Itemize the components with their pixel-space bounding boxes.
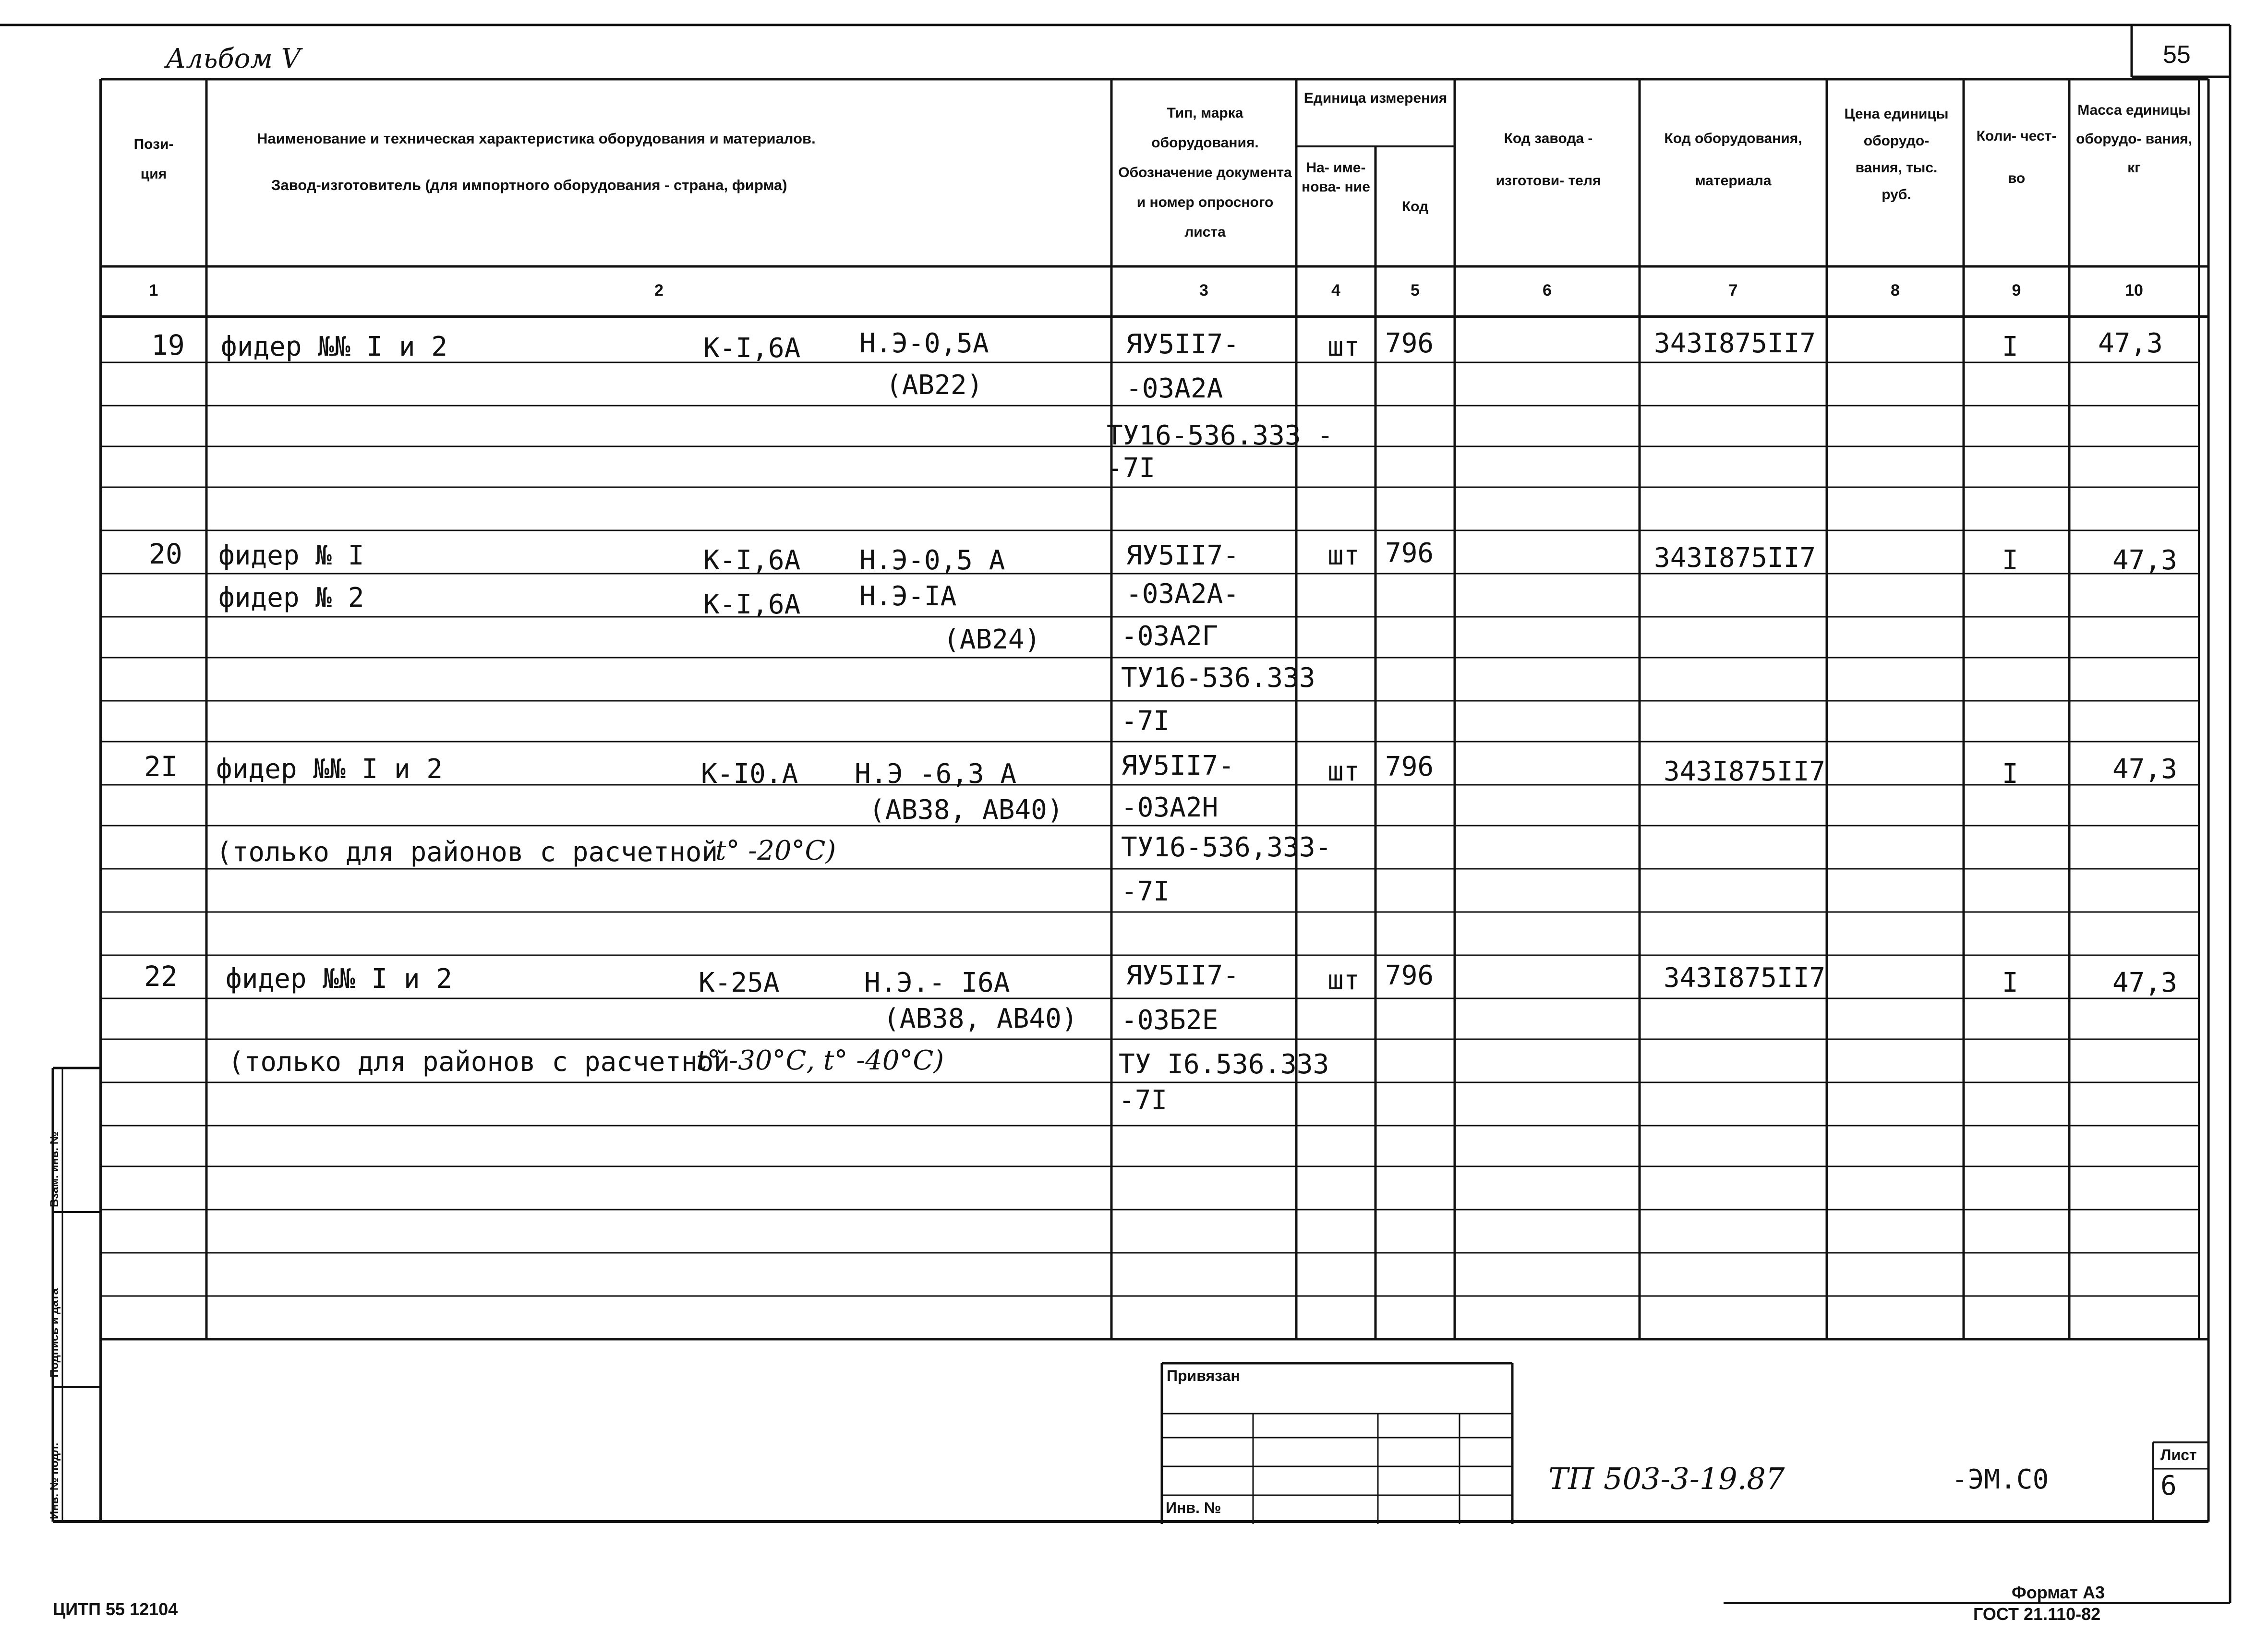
row-20-rating-1: К-I,6А [703,545,801,576]
row-20-name-2: фидер № 2 [218,582,364,613]
header-unit-code: Код [1401,199,1429,215]
page-number: 55 [2163,41,2191,69]
row-20-mass: 47,3 [2112,545,2177,576]
stamp-attached: Привязан [1167,1367,1240,1384]
header-unit-group: Единица измерения [1303,90,1448,106]
header-type: Тип, марка оборудования. Обозначение документа и номер опросного листа [1118,105,1292,240]
col-number-4: 4 [1331,281,1340,300]
row-19-equip-code: 343I875II7 [1654,328,1816,359]
header-unit-name: На- име- нова- ние [1302,160,1370,195]
row-20-type-5: -7I [1121,706,1170,737]
row-22-type-1: ЯУ5II7- [1126,960,1240,991]
row-21-type-1: ЯУ5II7- [1121,750,1235,781]
col-number-5: 5 [1411,281,1420,300]
row-19-unit: шт [1327,331,1360,362]
row-22-release: Н.Э.- I6А [864,967,1010,998]
sheet-number: 6 [2160,1470,2177,1501]
row-19-qty: I [2002,331,2018,362]
row-21-qty: I [2002,758,2018,790]
row-21-release: Н.Э -6,3 А [855,758,1017,790]
header-position: Пози- ция [133,136,174,182]
row-20-type-1: ЯУ5II7- [1126,540,1240,571]
footer-registration: ЦИТП 55 12104 [53,1599,178,1619]
row-20-type-3: -03А2Г [1121,621,1218,652]
row-20-rating-2: К-I,6А [703,589,801,620]
header-equip-code: Код оборудования, материала [1664,131,1802,189]
stamp-inventory: Инв. № [1166,1499,1221,1516]
row-21-equip-code: 343I875II7 [1664,756,1826,787]
row-19-mass: 47,3 [2098,328,2163,359]
row-22-equip-code: 343I875II7 [1664,962,1826,994]
row-22-temperature: t° -30°С, t° -40°С) [696,1045,944,1076]
row-22-name: фидер №№ I и 2 [226,963,453,995]
col-number-2: 2 [654,281,664,300]
row-19-type-2: -03А2А [1126,373,1223,404]
row-21-unit-code: 796 [1385,751,1434,782]
row-21-mass: 47,3 [2112,754,2177,785]
row-19-rating: К-I,6А [703,333,801,364]
row-20-unit: шт [1327,540,1360,571]
row-22-breaker: (АВ38, АВ40) [883,1003,1078,1034]
row-20-type-4: ТУ16-536.333 [1121,662,1315,694]
row-19-type-4: -7I [1107,453,1156,484]
row-22-unit: шт [1327,965,1360,996]
col-number-1: 1 [149,281,158,300]
row-19-type-3: ТУ16-536.333 - [1107,420,1334,451]
row-19-position: 19 [151,329,185,361]
row-22-mass: 47,3 [2112,967,2177,998]
row-19-breaker: (АВ22) [886,370,983,401]
row-22-unit-code: 796 [1385,960,1434,991]
row-20-name-1: фидер № I [218,540,364,571]
document-suffix: -ЭМ.С0 [1952,1464,2049,1495]
row-20-release-1: Н.Э-0,5 А [859,545,1005,576]
row-20-equip-code: 343I875II7 [1654,542,1816,574]
side-label-original: Инв. № подл. [48,1442,61,1519]
row-20-type-2: -03А2А- [1126,578,1240,610]
row-22-qty: I [2002,967,2018,998]
row-20-unit-code: 796 [1385,538,1434,569]
row-22-type-3: ТУ I6.536.333 [1119,1049,1329,1080]
row-21-type-4: -7I [1121,876,1170,907]
header-maker-code: Код завода - изготови- теля [1496,131,1601,189]
row-22-type-2: -03Б2Е [1121,1005,1218,1036]
row-21-unit: шт [1327,756,1360,787]
row-21-breaker: (АВ38, АВ40) [869,794,1063,826]
row-21-rating: К-I0.А [701,758,798,790]
document-code: ТП 503-3-19.87 [1548,1461,1785,1496]
col-number-10: 10 [2125,281,2143,300]
side-label-signature: Подпись и дата [48,1288,61,1378]
row-19-unit-code: 796 [1385,328,1434,359]
col-number-6: 6 [1543,281,1552,300]
row-22-type-4: -7I [1119,1085,1168,1116]
album-label: Альбом V [166,43,301,74]
row-21-type-2: -03А2Н [1121,792,1218,823]
row-20-release-2: Н.Э-IА [859,581,957,612]
row-21-temperature: t° -20°С) [715,835,836,866]
col-number-7: 7 [1728,281,1738,300]
row-22-position: 22 [144,960,178,993]
row-21-type-3: ТУ16-536,333- [1121,832,1332,863]
footer-format: Формат А3 [2012,1583,2105,1602]
row-19-release: Н.Э-0,5А [859,328,989,359]
row-20-qty: I [2002,545,2018,576]
header-qty: Коли- чест- во [1976,128,2057,186]
header-mass: Масса единицы оборудо- вания, кг [2076,102,2192,176]
row-20-position: 20 [149,538,182,570]
row-21-position: 2I [144,750,178,783]
side-label-replacement: Взам. инв. № [48,1131,61,1207]
row-22-note: (только для районов с расчетной [228,1046,730,1078]
col-number-3: 3 [1199,281,1208,300]
header-price: Цена единицы оборудо- вания, тыс. руб. [1844,106,1949,203]
row-21-note: (только для районов с расчетной [216,837,718,868]
col-number-9: 9 [2012,281,2021,300]
sheet-label: Лист [2160,1446,2197,1464]
row-19-type-1: ЯУ5II7- [1126,329,1240,360]
row-19-name: фидер №№ I и 2 [221,331,448,362]
footer-gost: ГОСТ 21.110-82 [1973,1604,2101,1624]
row-20-breaker: (АВ24) [943,624,1041,655]
header-name-line2: Завод-изготовитель (для импортного оборудования - страна, фирма) [271,177,787,193]
header-name-line1: Наименование и техническая характеристика оборудования и материалов. [257,130,816,147]
row-21-name: фидер №№ I и 2 [216,754,443,785]
col-number-8: 8 [1891,281,1900,300]
row-22-rating: К-25А [699,967,780,998]
